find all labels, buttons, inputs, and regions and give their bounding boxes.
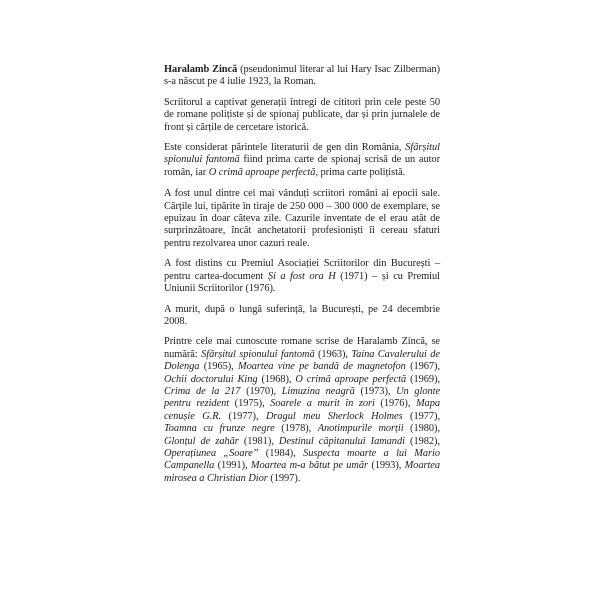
novel-year: (1982),: [404, 435, 440, 447]
novel-year: (1997).: [267, 472, 301, 484]
novel-year: (1981),: [238, 435, 279, 447]
novel-title: Destinul căpitanului Iamandi: [278, 435, 405, 447]
novel-title: Operațiunea „Soare”: [164, 447, 259, 459]
novel-year: (1970),: [240, 385, 282, 397]
paragraph-genre-founder: [164, 142, 440, 179]
awards-text-a: A fost distins cu Premiul Asociației Scriitorilor din București – pentru cartea-document: [164, 258, 440, 282]
paragraph-novels: [164, 336, 440, 485]
novel-title: Mapa cenușie G.R.: [164, 398, 440, 422]
novel-year: (1977),: [221, 410, 266, 422]
novel-title: Un glonte pentru rezident: [164, 385, 441, 410]
novel-year: (1978),: [274, 423, 318, 435]
novel-title: Limuzina neagră: [281, 385, 355, 397]
novel-title: Dragul meu Sherlock Holmes: [265, 410, 403, 422]
novel-year: (1973),: [354, 385, 397, 397]
novel-year: (1968),: [257, 373, 296, 385]
book-title-first-spy: Sfârșitul spionului fantomă: [164, 142, 440, 166]
novel-title: Taina Cavalerului de Dolenga: [164, 348, 440, 373]
book-title-first-crime: O crimă aproape perfectă,: [208, 166, 318, 178]
birth-text: (pseudonimul literar al lui Hary Isac Zilberman) s-a născut pe 4 iulie 1923, la Roman.: [164, 64, 441, 88]
paragraph-awards: [164, 258, 440, 295]
novel-title: Soarele a murit în zori: [270, 398, 375, 410]
paragraph-death: A murit, după o lungă suferință, la București, pe 24 decembrie 2008.: [164, 303, 440, 327]
novel-year: (1976),: [374, 398, 416, 410]
novel-year: (1963),: [314, 348, 352, 360]
novel-year: (1965),: [199, 361, 238, 373]
genre-text-a: Este considerat părintele literaturii de gen din România,: [164, 142, 406, 154]
paragraph-popularity: A fost unul dintre cei mai vânduți scriitori români ai epocii sale. Cărțile lui, tipărite în tiraje de 250 000 – 300 000 de exemplare, se epuizau în doar câteva zile. Cazurile inventate de el erau atât de surprinzătoare, încât anchetatorii profesioniști îi cereau sfaturi pentru rezolvarea unor cazuri reale.: [164, 188, 440, 249]
novel-year: (1969),: [406, 373, 441, 385]
novel-year: (1967),: [405, 361, 441, 373]
novel-title: Toamna cu frunze negre: [164, 423, 275, 435]
novel-year: (1980),: [403, 423, 441, 435]
novel-year: (1991),: [214, 460, 251, 472]
novel-title: Anotimpurile morții: [317, 423, 404, 435]
novel-title: Moartea vine pe bandă de magnetofon: [238, 361, 406, 373]
genre-text-b: fiind prima carte de spionaj scrisă de un autor român, iar: [164, 154, 440, 178]
author-name: Haralamb Zincă: [164, 64, 238, 75]
novel-title: Suspecta moarte a lui Mario Campanella: [164, 447, 440, 472]
author-biography: [164, 64, 440, 493]
awards-text-b: (1971) – și cu Premiul Uniunii Scriitorilor (1976).: [164, 270, 440, 295]
novel-title: Moartea mirosea a Christian Dior: [164, 460, 441, 484]
novel-year: (1975),: [229, 398, 271, 410]
novel-year: (1977),: [402, 410, 441, 422]
book-title-award: Și a fost ora H: [267, 270, 336, 282]
genre-text-c: prima carte polițistă.: [317, 166, 406, 178]
novel-title: Ochii doctorului King: [164, 373, 258, 385]
paragraph-birth: [164, 64, 440, 89]
novel-title: O crimă aproape perfectă: [295, 373, 407, 385]
novel-title: Sfârșitul spionului fantomă: [201, 348, 315, 360]
novels-intro: Printre cele mai cunoscute romane scrise de Haralamb Zincă, se numără:: [164, 336, 440, 360]
novel-title: Moartea m-a bătut pe umăr: [250, 460, 369, 472]
novel-year: (1984),: [258, 447, 304, 459]
novel-year: (1993),: [368, 460, 405, 472]
paragraph-career: Scriitorul a captivat generații întregi de cititori prin cele peste 50 de romane polițiste și de spionaj publicate, dar și prin jurnalele de front și cărțile de cercetare istorică.: [164, 96, 440, 133]
novel-title: Crima de la 217: [164, 385, 241, 397]
novel-title: Glonțul de zahăr: [164, 435, 239, 447]
